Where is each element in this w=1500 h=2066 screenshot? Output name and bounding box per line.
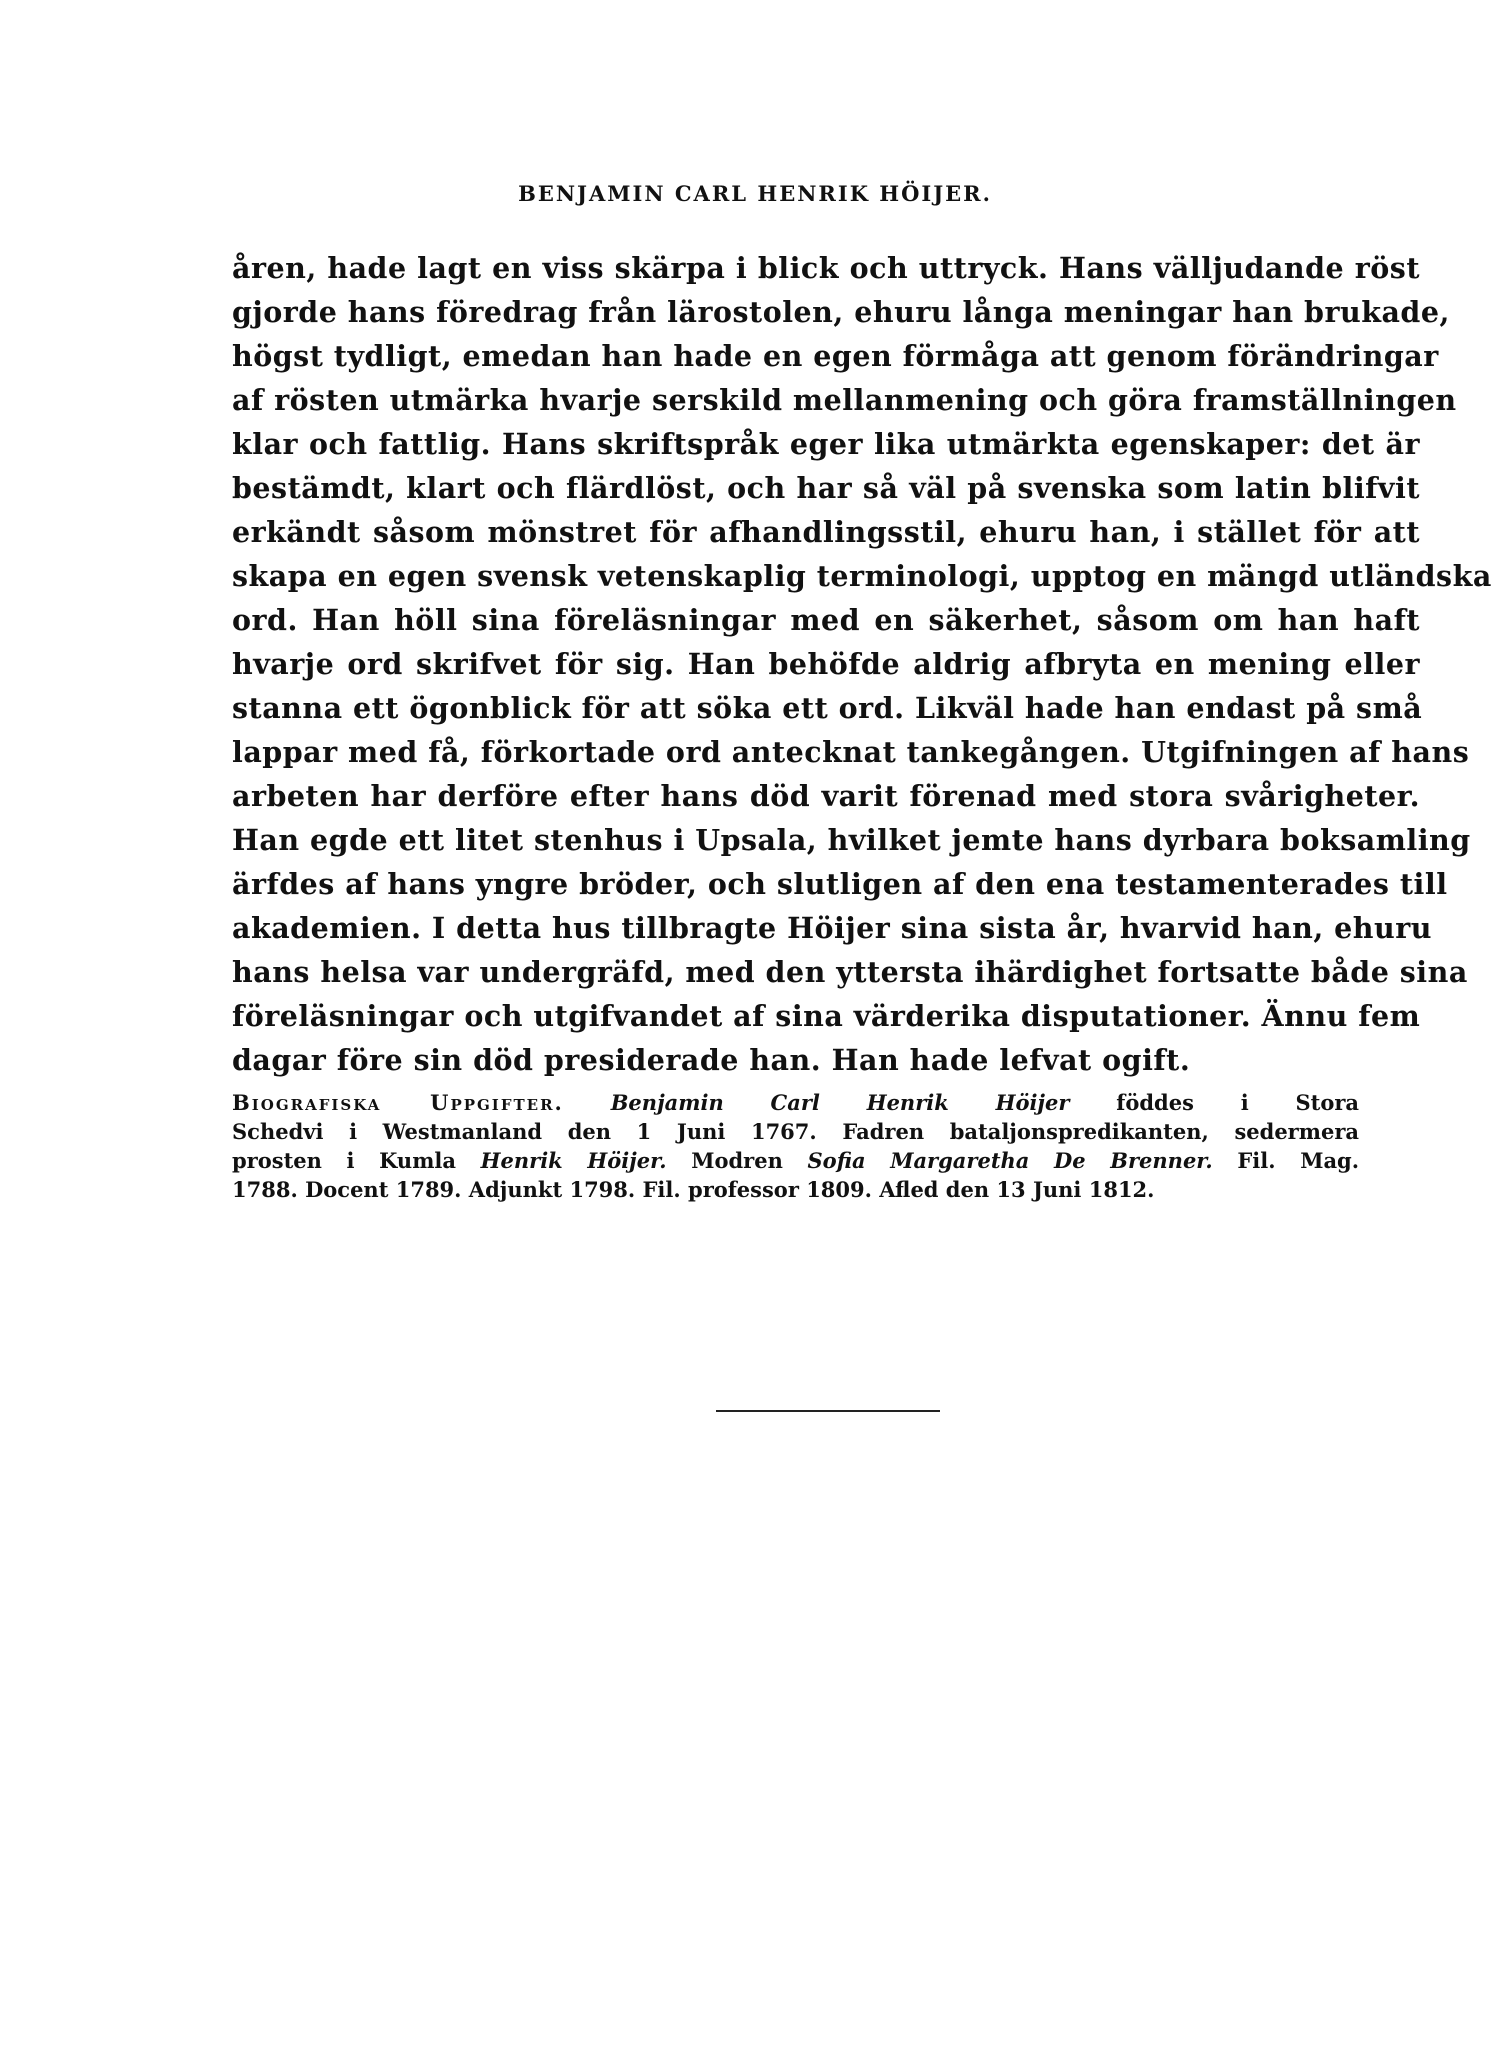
body-line: arbeten har derföre efter hans död varit förenad med stora svårigheter. bbox=[232, 779, 1420, 813]
body-line: dagar före sin död presiderade han. Han hade lefvat ogift. bbox=[232, 1043, 1191, 1077]
bio-line: Schedvi i Westmanland den 1 Juni 1767. Fadren bataljonspredikanten, sedermera bbox=[232, 1119, 1359, 1144]
body-paragraph bbox=[232, 246, 1492, 1082]
section-divider bbox=[716, 1410, 940, 1412]
body-line: erkändt såsom mönstret för afhandlingsstil, ehuru han, i stället för att bbox=[232, 515, 1420, 549]
subject-name: Benjamin Carl Henrik Höijer bbox=[610, 1090, 1070, 1115]
body-line: åren, hade lagt en viss skärpa i blick och uttryck. Hans välljudande röst bbox=[232, 251, 1420, 285]
body-line: af rösten utmärka hvarje serskild mellanmening och göra framställningen bbox=[232, 383, 1457, 417]
body-line: ord. Han höll sina föreläsningar med en säkerhet, såsom om han haft bbox=[232, 603, 1420, 637]
body-line: stanna ett ögonblick för att söka ett ord. Likväl hade han endast på små bbox=[232, 691, 1423, 725]
body-line: klar och fattlig. Hans skriftspråk eger lika utmärkta egenskaper: det är bbox=[232, 427, 1420, 461]
bio-heading: Biografiska Uppgifter. bbox=[232, 1090, 564, 1115]
bio-text: Modren bbox=[691, 1148, 783, 1173]
body-line: hvarje ord skrifvet för sig. Han behöfde aldrig afbryta en mening eller bbox=[232, 647, 1420, 681]
body-line: Han egde ett litet stenhus i Upsala, hvilket jemte hans dyrbara boksamling bbox=[232, 823, 1471, 857]
bio-text: föddes i Stora bbox=[1116, 1090, 1360, 1115]
body-line: akademien. I detta hus tillbragte Höijer sina sista år, hvarvid han, ehuru bbox=[232, 911, 1432, 945]
father-name: Henrik Höijer. bbox=[480, 1148, 667, 1173]
bio-text: Fil. Mag. bbox=[1237, 1148, 1360, 1173]
running-head: BENJAMIN CARL HENRIK HÖIJER. bbox=[518, 181, 992, 206]
bio-line bbox=[232, 1088, 1359, 1117]
body-line: lappar med få, förkortade ord antecknat tankegången. Utgifningen af hans bbox=[232, 735, 1470, 769]
body-line: bestämdt, klart och flärdlöst, och har så väl på svenska som latin blifvit bbox=[232, 471, 1420, 505]
bio-line bbox=[232, 1146, 1359, 1175]
bio-text: prosten i Kumla bbox=[232, 1148, 457, 1173]
body-line: föreläsningar och utgifvandet af sina värderika disputationer. Ännu fem bbox=[232, 999, 1421, 1033]
body-line: gjorde hans föredrag från lärostolen, ehuru långa meningar han brukade, bbox=[232, 295, 1450, 329]
body-line: ärfdes af hans yngre bröder, och slutligen af den ena testamenterades till bbox=[232, 867, 1448, 901]
biographical-notes bbox=[232, 1088, 1359, 1204]
body-line: skapa en egen svensk vetenskaplig terminologi, upptog en mängd utländska bbox=[232, 559, 1492, 593]
body-line: hans helsa var undergräfd, med den yttersta ihärdighet fortsatte både sina bbox=[232, 955, 1468, 989]
bio-line: 1788. Docent 1789. Adjunkt 1798. Fil. professor 1809. Afled den 13 Juni 1812. bbox=[232, 1177, 1155, 1202]
mother-name: Sofia Margaretha De Brenner. bbox=[807, 1148, 1213, 1173]
body-line: högst tydligt, emedan han hade en egen förmåga att genom förändringar bbox=[232, 339, 1439, 373]
